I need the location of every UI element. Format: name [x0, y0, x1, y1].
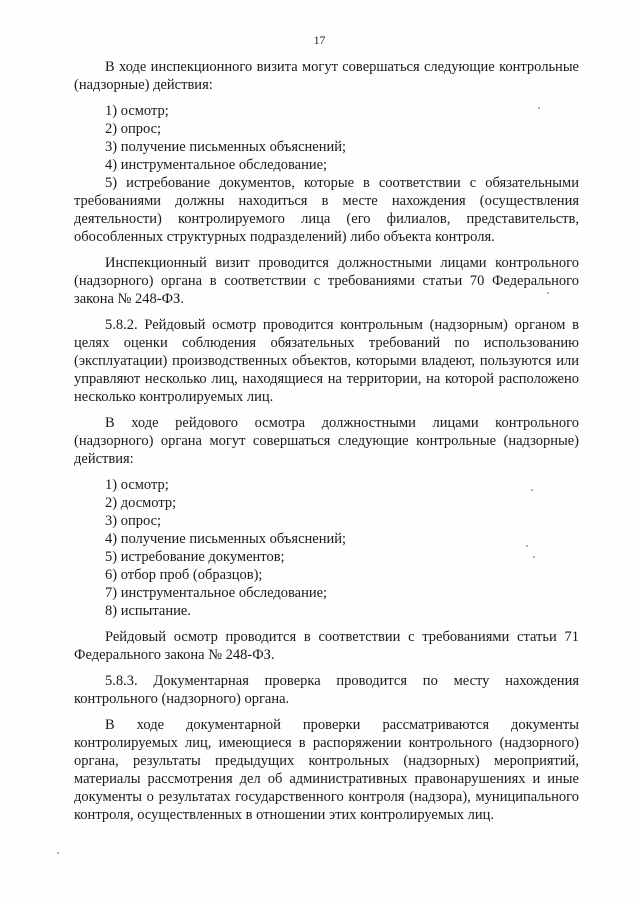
list-item: 1) осмотр; — [105, 477, 169, 493]
list-item: 7) инструментальное обследование; — [105, 585, 328, 601]
scan-speck — [57, 852, 59, 854]
list-item: 2) досмотр; — [105, 495, 177, 511]
list-item: 5) истребование документов, которые в соответствии с обязательными требованиями должны находиться в месте нахождения (осуществления деятельности) контролируемого лица (его филиалов, представительств, обособленных структурных подразделений) либо объекта контроля. — [74, 175, 579, 245]
paragraph: В ходе инспекционного визита могут совершаться следующие контрольные (надзорные) действия: — [74, 59, 579, 93]
list-item: 4) получение письменных объяснений; — [105, 531, 347, 547]
paragraph: 5.8.2. Рейдовый осмотр проводится контрольным (надзорным) органом в целях оценки соблюдения обязательных требований по использованию (эксплуатации) производственных объектов, которыми владеют, пользуются или управляют несколько лиц, находящиеся на территории, на которой расположено несколько контролируемых лиц. — [74, 317, 579, 405]
action-list — [74, 476, 579, 620]
scan-speck — [531, 489, 533, 491]
list-item: 8) испытание. — [105, 603, 191, 619]
list-item: 3) опрос; — [105, 513, 162, 529]
scan-speck — [547, 292, 549, 294]
paragraph: 5.8.3. Документарная проверка проводится по месту нахождения контрольного (надзорного) органа. — [74, 673, 579, 707]
list-item: 6) отбор проб (образцов); — [105, 567, 263, 583]
paragraph: В ходе рейдового осмотра должностными лицами контрольного (надзорного) органа могут совершаться следующие контрольные (надзорные) действия: — [74, 415, 579, 467]
document-body — [74, 58, 579, 832]
list-item: 2) опрос; — [105, 121, 162, 137]
paragraph: В ходе документарной проверки рассматриваются документы контролируемых лиц, имеющиеся в распоряжении контрольного (надзорного) органа, результаты предыдущих контрольных (надзорных) мероприятий, материалы рассмотрения дел об административных правонарушениях и иные документы о результатах государственного контроля (надзора), муниципального контроля, осуществленных в отношении этих контролируемых лиц. — [74, 717, 579, 823]
scan-speck — [533, 556, 535, 558]
scan-speck — [538, 107, 540, 109]
page-number: 17 — [313, 35, 326, 47]
list-item: 5) истребование документов; — [105, 549, 285, 565]
paragraph: Инспекционный визит проводится должностными лицами контрольного (надзорного) органа в соответствии с требованиями статьи 70 Федерального закона № 248-ФЗ. — [74, 255, 579, 307]
list-item: 4) инструментальное обследование; — [105, 157, 328, 173]
list-item: 3) получение письменных объяснений; — [105, 139, 347, 155]
action-list — [74, 102, 579, 246]
paragraph: Рейдовый осмотр проводится в соответствии с требованиями статьи 71 Федерального закона № 248-ФЗ. — [74, 629, 579, 663]
list-item: 1) осмотр; — [105, 103, 169, 119]
scan-speck — [526, 545, 528, 547]
